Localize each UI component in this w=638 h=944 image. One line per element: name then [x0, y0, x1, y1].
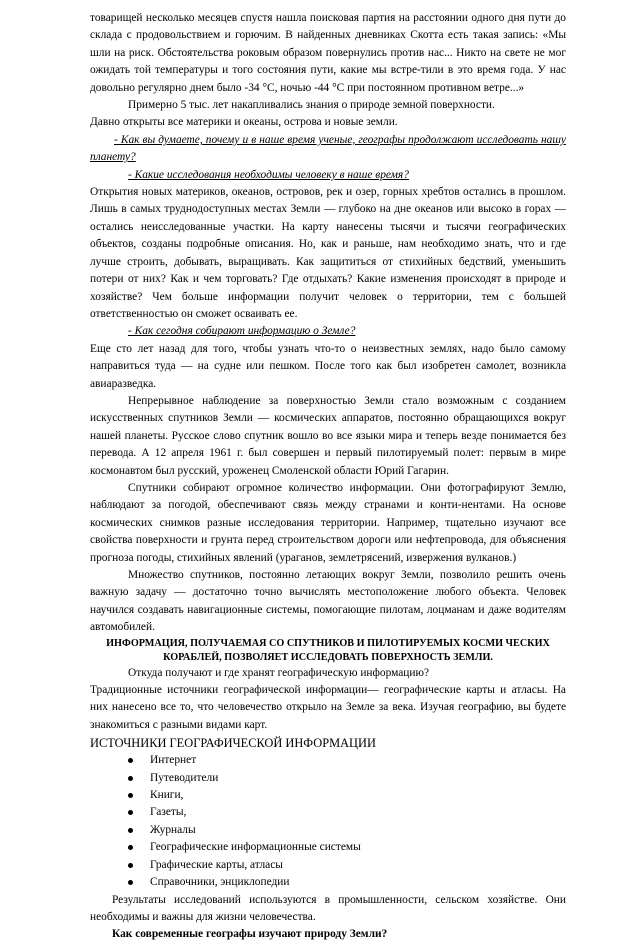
- paragraph-navigation: Множество спутников, постоянно летающих вокруг Земли, позволило решить очень важную задачу — достаточно точно вычислять местоположение любого объекта. Человек научился создавать навигационные системы, помогающие пилотам, лоцманам и даже водителям автомобилей.: [90, 569, 566, 634]
- paragraph-knowledge: Примерно 5 тыс. лет накапливались знания о природе земной поверхности.: [128, 99, 495, 112]
- caps-statement: ИНФОРМАЦИЯ, ПОЛУЧАЕМАЯ СО СПУТНИКОВ И ПИЛОТИРУЕМЫХ КОСМИ ЧЕСКИХ КОРАБЛЕЙ, ПОЗВОЛЯЕТ ИССЛЕДОВАТЬ ПОВЕРХНОСТЬ ЗЕМЛИ.: [106, 637, 550, 663]
- bullet-icon: [128, 810, 133, 815]
- section-heading-sources: ИСТОЧНИКИ ГЕОГРАФИЧЕСКОЙ ИНФОРМАЦИИ: [90, 736, 376, 751]
- sources-list: [90, 752, 566, 891]
- bullet-icon: [128, 845, 133, 850]
- question-collect-info: - Как сегодня собирают информацию о Земле?: [128, 325, 356, 338]
- bullet-icon: [128, 863, 133, 868]
- list-item: Географические информационные системы: [128, 839, 566, 856]
- list-item: Книги,: [128, 787, 566, 804]
- paragraph-discoveries: Давно открыты все материки и океаны, острова и новые земли.: [90, 116, 398, 129]
- paragraph-satellites-info: Спутники собирают огромное количество информации. Они фотографируют Землю, наблюдают за погодой, обеспечивают связь между странами и конти-нентами. На основе космических снимков разные исследования территории. Например, тщательно изучают все свойства поверхности и грунта перед строительством дороги или нефтепровода, для объяснения прогноза погоды, стихийных явлений (ураганов, землетрясений, извержения вулканов.): [90, 481, 566, 564]
- paragraph-hundred-years: Еще сто лет назад для того, чтобы узнать что-то о неизвестных землях, надо было самому направиться туда — на судне или пешком. После того как был изобретен самолет, возникла авиаразведка.: [90, 342, 566, 390]
- question-research-needed: - Какие исследования необходимы человеку в наше время?: [128, 168, 409, 181]
- paragraph-scott-diary: товарищей несколько месяцев спустя нашла поисковая партия на расстоянии одного дня пути до склада с продовольствием и горючим. В найденных дневниках Скотта есть такая запись: «Мы шли на риск. Обстоятельства роковым образом повернулись против нас... Никто на свете не мог ожидать той температуры и того состояния пути, какие мы встре-тили в это время года. У нас довольно регулярно днем было -34 °С, ночью -44 °С при постоянном противном ветре...»: [90, 12, 566, 94]
- bullet-icon: [128, 793, 133, 798]
- bullet-icon: [128, 880, 133, 885]
- paragraph-where-stored: Откуда получают и где хранят географическую информацию?: [128, 666, 430, 679]
- list-item: Справочники, энциклопедии: [128, 874, 566, 891]
- bullet-icon: [128, 776, 133, 781]
- closing-question: Как современные географы изучают природу Земли?: [112, 928, 388, 941]
- paragraph-satellites-observation: Непрерывное наблюдение за поверхностью Земли стало возможным с созданием искусственных спутников Земли — космических аппаратов, постоянно обращающихся вокруг нашей планеты. Русское слово спутник вошло во все языки мира и теперь везде понимается без перевода. А 12 апреля 1961 г. был совершен и первый пилотируемый полет: первым в мире космонавтом был русский, уроженец Смоленской области Юрий Гагарин.: [90, 394, 566, 477]
- paragraph-results: Результаты исследований используются в промышленности, сельском хозяйстве. Они необходимы и важны для жизни человечества.: [90, 893, 566, 923]
- question-why-research: - Как вы думаете, почему и в наше время ученые, географы продолжают исследовать нашу планету?: [90, 133, 566, 164]
- list-item: Путеводители: [128, 770, 566, 787]
- bullet-icon: [128, 828, 133, 833]
- list-item: Графические карты, атласы: [128, 857, 566, 874]
- bullet-icon: [128, 758, 133, 763]
- list-item: Газеты,: [128, 804, 566, 821]
- paragraph-traditional-sources: Традиционные источники географической информации— географические карты и атласы. На них нанесено все то, что человечество открыло на Земле за века. Изучая географию, вы будете знакомиться с разными видами карт.: [90, 684, 566, 731]
- list-item: Журналы: [128, 822, 566, 839]
- paragraph-discoveries-past: Открытия новых материков, океанов, островов, рек и озер, горных хребтов остались в прошлом. Лишь в самых труднодоступных местах Земли — глубоко на дне океанов или высоко в горах — остались неисследованные участки. На карту нанесены тысячи и тысячи географических объектов, созданы подробные описания. Но, как и раньше, нам необходимо знать, что и где лучше строить, добывать, выращивать. Как защититься от стихийных бедствий, уменьшить потери от них? Как и чем торговать? Где отдыхать? Какие изменения происходят в природе и хозяйстве? Чем больше информации получит человек о территории, тем с большей ответственностью он сможет осваивать ее.: [90, 186, 566, 320]
- list-item: Интернет: [128, 752, 566, 769]
